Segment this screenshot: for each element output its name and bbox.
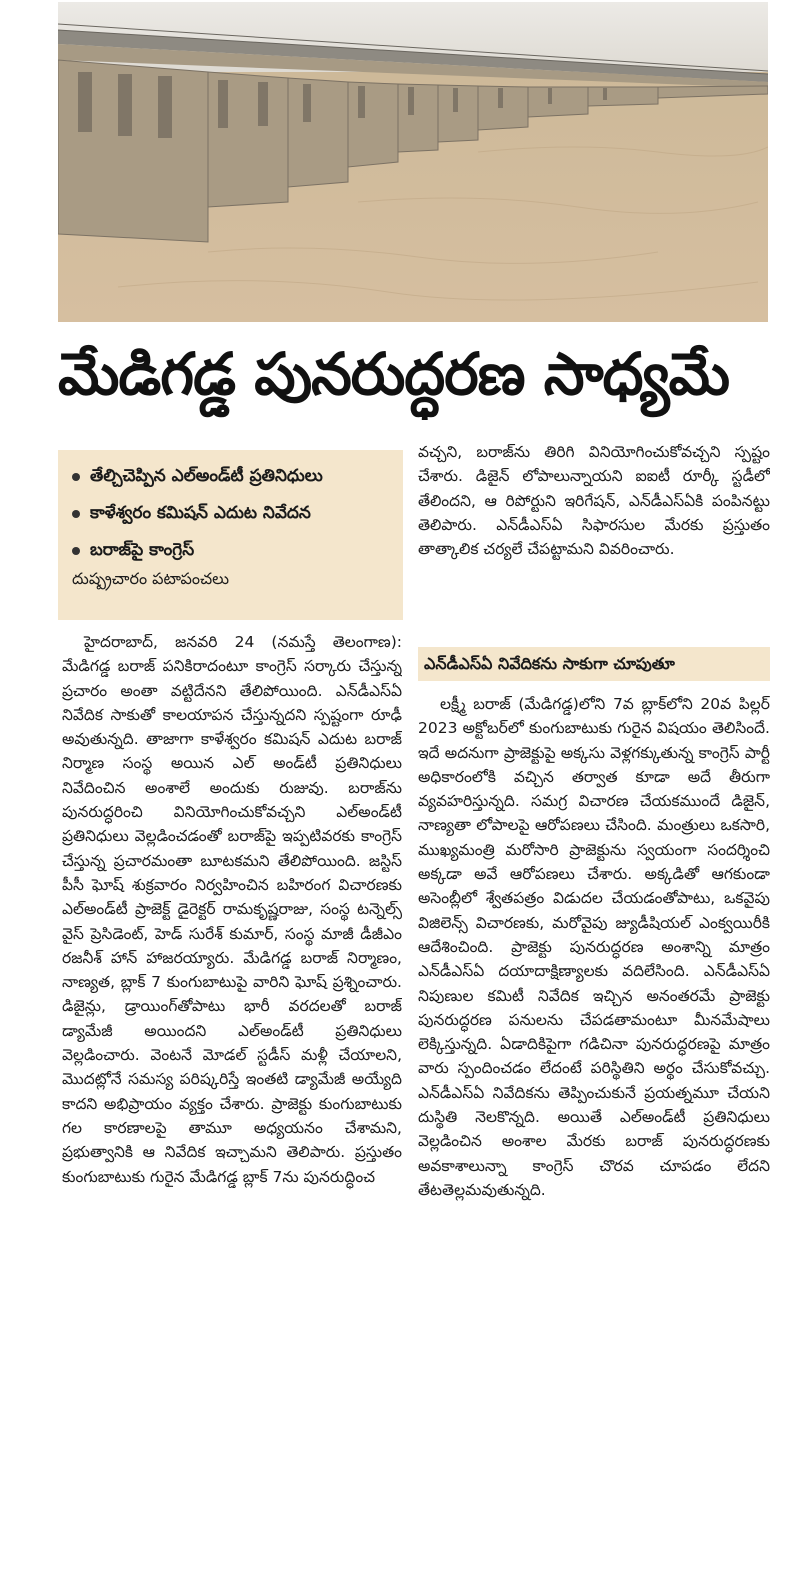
highlight-item: కాళేశ్వరం కమిషన్ ఎదుట నివేదన [72,495,393,532]
article-paragraph: హైదరాబాద్, జనవరి 24 (నమస్తే తెలంగాణ): మేడిగడ్డ బరాజ్ పనికిరాదంటూ కాంగ్రెస్ సర్కారు చేస్తున్న ప్రచారం అంతా వట్టిదేనని తేలిపోయింది. ఎన్‌డీఎస్‌ఏ నివేదిక సాకుతో కాలయాపన చేస్తున్నదని స్పష్టంగా రూఢీ అవుతున్నది. తాజాగా కాళేశ్వరం కమిషన్ ఎదుట బరాజ్ నిర్మాణ సంస్థ అయిన ఎల్ అండ్‌టీ ప్రతినిధులు నివేదించిన అంశాలే అందుకు రుజువు. బరాజ్‌ను పునరుద్ధరించి వినియోగించుకోవచ్చని ఎల్‌అండ్‌టీ ప్రతినిధులు వెల్లడించడంతో బరాజ్‌పై ఇప్పటివరకు కాంగ్రెస్ చేస్తున్న ప్రచారమంతా బూటకమని తేలిపోయింది. జస్టిస్ పీసీ ఘోష్ శుక్రవారం నిర్వహించిన బహిరంగ విచారణకు ఎల్‌అండ్‌టీ ప్రాజెక్ట్ డైరెక్టర్ రామకృష్ణరాజు, సంస్థ టన్నెల్స్ వైస్ ప్రెసిడెంట్, హెడ్ సురేశ్ కుమార్, సంస్థ మాజీ డీజీఎం రజనీశ్ హాన్ హాజరయ్యారు. మేడిగడ్డ బరాజ్ నిర్మాణం, నాణ్యత, బ్లాక్ 7 కుంగుబాటుపై వారిని ఘోష్ ప్రశ్నించారు. డిజైన్లు, డ్రాయింగ్‌తోపాటు భారీ వరదలతో బరాజ్ డ్యామేజీ అయిందని ఎల్‌అండ్‌టీ ప్రతినిధులు వెల్లడించారు. వెంటనే మోడల్ స్టడీస్ మళ్లీ చేయాలని, మొదట్లోనే సమస్య పరిష్కరిస్తే ఇంతటి డ్యామేజీ అయ్యేది కాదని అభిప్రాయం వ్యక్తం చేశారు. ప్రాజెక్టు కుంగుబాటుకు గల కారణాలపై తామూ అధ్యయనం చేశామని, ప్రభుత్వానికి ఆ నివేదిక ఇచ్చామని తెలిపారు. ప్రస్తుతం కుంగుబాటుకు గురైన మేడిగడ్డ బ్లాక్ 7ను పునరుద్ధించ [62,633,402,1186]
article-paragraph: లక్ష్మీ బరాజ్ (మేడిగడ్డ)లోని 7వ బ్లాక్‌లోని 20వ పిల్లర్ 2023 అక్టోబర్‌లో కుంగుబాటుకు గురైన విషయం తెలిసిందే. ఇదే అదనుగా ప్రాజెక్టుపై అక్కసు వెళ్లగక్కుతున్న కాంగ్రెస్ పార్టీ అధికారంలోకి వచ్చిన తర్వాత కూడా అదే తీరుగా వ్యవహరిస్తున్నది. సమగ్ర విచారణ చేయకముందే డిజైన్, నాణ్యతా లోపాలపై ఆరోపణలు చేసింది. మంత్రులు ఒకసారి, ముఖ్యమంత్రి మరోసారి ప్రాజెక్టును స్వయంగా సందర్శించి అక్కడా అవే ఆరోపణలు చేశారు. అక్కడితో ఆగకుండా అసెంబ్లీలో శ్వేతపత్రం విడుదల చేయడంతోపాటు, ఒకవైపు విజిలెన్స్ విచారణకు, మరోవైపు జ్యుడీషియల్ ఎంక్వయిరీకి ఆదేశించింది. ప్రాజెక్టు పునరుద్ధరణ అంశాన్ని మాత్రం ఎన్‌డీఎస్‌ఏ దయాదాక్షిణ్యాలకు వదిలేసింది. ఎన్‌డీఎస్‌ఏ నిపుణుల కమిటీ నివేదిక ఇచ్చిన అనంతరమే ప్రాజెక్టు పునరుద్ధరణ పనులను చేపడతామంటూ మీనమేషాలు లెక్కిస్తున్నది. ఏడాదికిపైగా గడిచినా పునరుద్ధరణపై మాత్రం వారు స్పందించడం లేదంటే పరిస్థితిని అర్థం చేసుకోవచ్చు. ఎన్‌డీఎస్‌ఏ నివేదికను తెప్పించుకునే ప్రయత్నమూ చేయని దుస్థితి నెలకొన్నది. అయితే ఎల్‌అండ్‌టీ ప్రతినిధులు వెల్లడించిన అంశాల మేరకు బరాజ్ పునరుద్ధరణకు అవకాశాలున్నా కాంగ్రెస్ చొరవ చూపడం లేదని తేటతెల్లమవుతున్నది. [418,695,770,1199]
article-column-right-top [418,440,770,640]
highlights-box [58,450,403,620]
bullet-icon [72,547,80,555]
highlight-item: తేల్చిచెప్పిన ఎల్‌అండ్‌టీ ప్రతినిధులు [72,458,393,495]
highlight-continuation: దుష్ప్రచారం పటాపంచలు [72,569,230,588]
article-paragraph: వచ్చని, బరాజ్‌ను తిరిగి వినియోగించుకోవచ్చని స్పష్టం చేశారు. డిజైన్ లోపాలున్నాయని ఐఐటీ రూర్కీ స్టడీలో తేలిందని, ఆ రిపోర్టుని ఇరిగేషన్, ఎన్‌డీఎస్‌ఏకి పంపినట్టు తెలిపారు. ఎన్‌డీఎస్‌ఏ సిఫారసుల మేరకు ప్రస్తుతం తాత్కాలిక చర్యలే చేపట్టామని వివరించారు. [418,443,770,559]
article-column-left [62,630,402,1550]
barrage-photo [58,2,768,322]
bullet-icon [72,473,80,481]
bullet-icon [72,510,80,518]
subheading: ఎన్‌డీఎస్‌ఏ నివేదికను సాకుగా చూపుతూ [418,647,770,681]
article-column-right-bottom [418,692,770,1552]
headline: మేడిగడ్డ పునరుద్ధరణ సాధ్యమే [58,340,729,408]
highlight-item: బరాజ్‌పై కాంగ్రెస్ [72,532,393,569]
